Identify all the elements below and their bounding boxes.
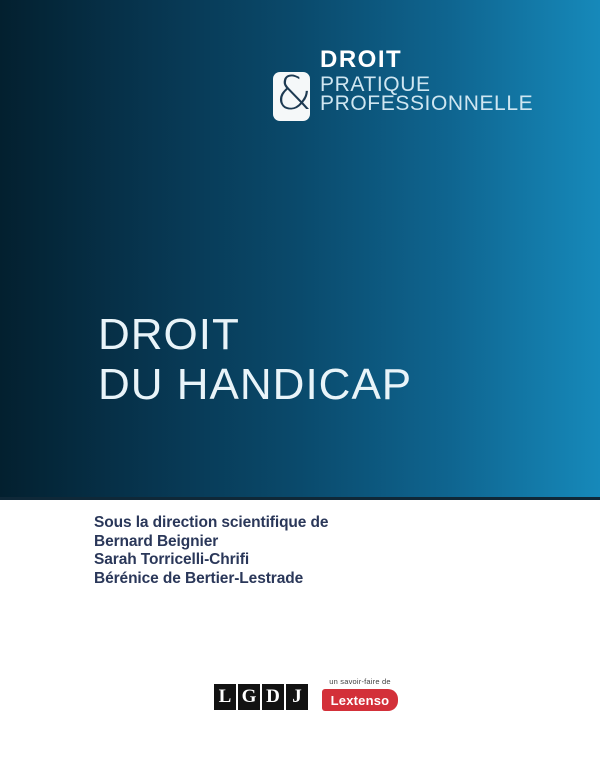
book-title-line2: DU HANDICAP xyxy=(98,360,413,409)
author-name: Bernard Beignier xyxy=(94,532,219,550)
lextenso-tagline: un savoir-faire de xyxy=(329,677,391,686)
book-title-line1: DROIT xyxy=(98,310,240,359)
lgdj-logo xyxy=(214,684,308,710)
author-name: Sarah Torricelli-Chrifi xyxy=(94,551,250,568)
collection-line-pratique: PRATIQUE xyxy=(320,73,431,96)
lextenso-brand-label: Lextenso xyxy=(330,692,390,708)
collection-line-droit: DROIT xyxy=(320,46,403,73)
lextenso-badge xyxy=(322,689,398,711)
ampersand-glyph: & xyxy=(276,66,312,120)
lgdj-letter-square: D xyxy=(262,684,284,710)
lgdj-letter-square: L xyxy=(214,684,236,710)
collection-line-professionnelle: PROFESSIONNELLE xyxy=(320,92,534,115)
ampersand-icon xyxy=(273,66,312,121)
lgdj-letter-square: G xyxy=(238,684,260,710)
lextenso-logo xyxy=(322,677,398,711)
authors-intro: Sous la direction scientifique de xyxy=(94,514,329,531)
author-name: Bérénice de Bertier-Lestrade xyxy=(94,569,304,587)
lgdj-letter-square: J xyxy=(286,684,308,710)
book-title xyxy=(98,310,412,410)
authors-block xyxy=(94,514,328,588)
